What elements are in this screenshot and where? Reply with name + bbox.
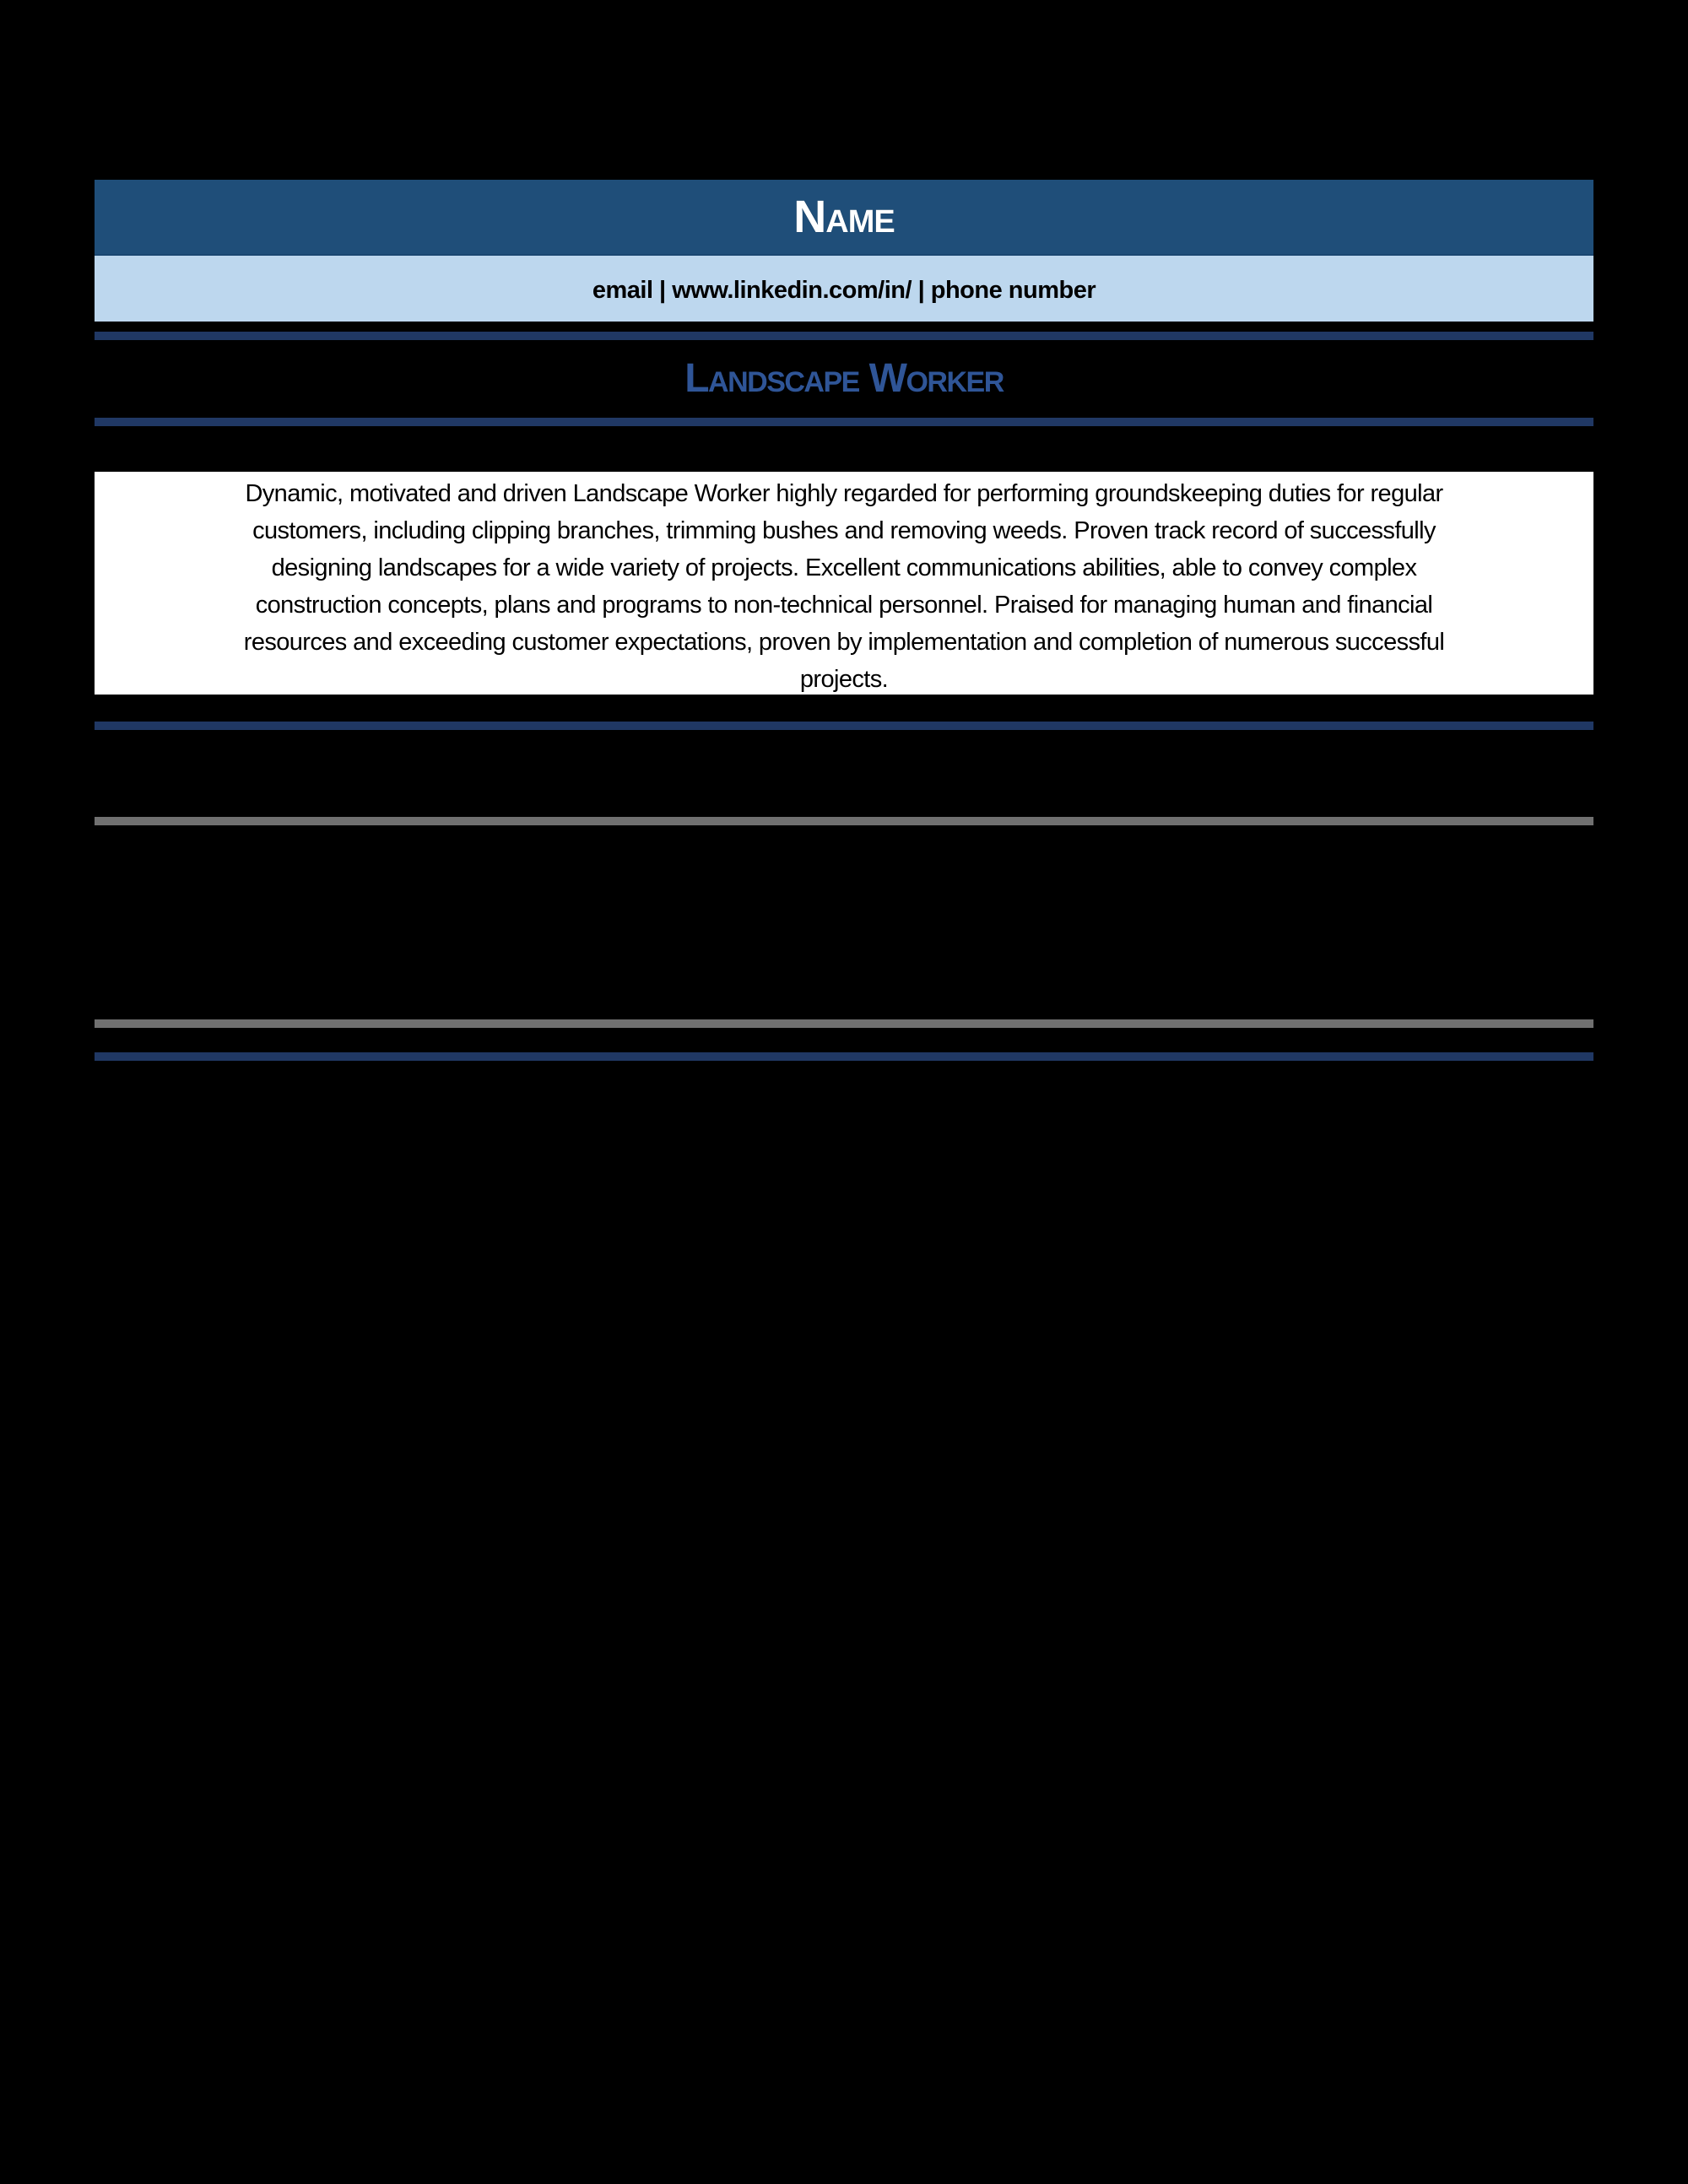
job-title-row xyxy=(95,340,1593,418)
job-title: Landscape Worker xyxy=(684,356,1004,401)
summary-line: Dynamic, motivated and driven Landscape Worker highly regarded for performing groundskeeping duties for regular xyxy=(245,480,1443,507)
professional-summary xyxy=(95,472,1593,695)
summary-line: construction concepts, plans and programs to non-technical personnel. Praised for managing human and financial xyxy=(255,592,1433,619)
name-header-band xyxy=(95,180,1593,256)
empty-section-area xyxy=(95,729,1593,817)
divider-bottom xyxy=(95,1052,1593,1061)
divider-bottom-title xyxy=(95,418,1593,426)
contact-band xyxy=(95,256,1593,322)
summary-line: customers, including clipping branches, trimming bushes and removing weeds. Proven track record of successfully xyxy=(252,517,1436,544)
summary-line: projects. xyxy=(799,666,889,693)
candidate-name: Name xyxy=(793,192,895,242)
summary-line: resources and exceeding customer expectations, proven by implementation and completion of numerous successful xyxy=(243,629,1445,656)
divider-gray-2 xyxy=(95,1019,1593,1028)
summary-line: designing landscapes for a wide variety of projects. Excellent communications abilities, able to convey complex xyxy=(271,554,1417,581)
empty-section-area-2 xyxy=(95,824,1593,1019)
contact-info: email | www.linkedin.com/in/ | phone number xyxy=(592,276,1096,304)
divider-top-title xyxy=(95,332,1593,340)
